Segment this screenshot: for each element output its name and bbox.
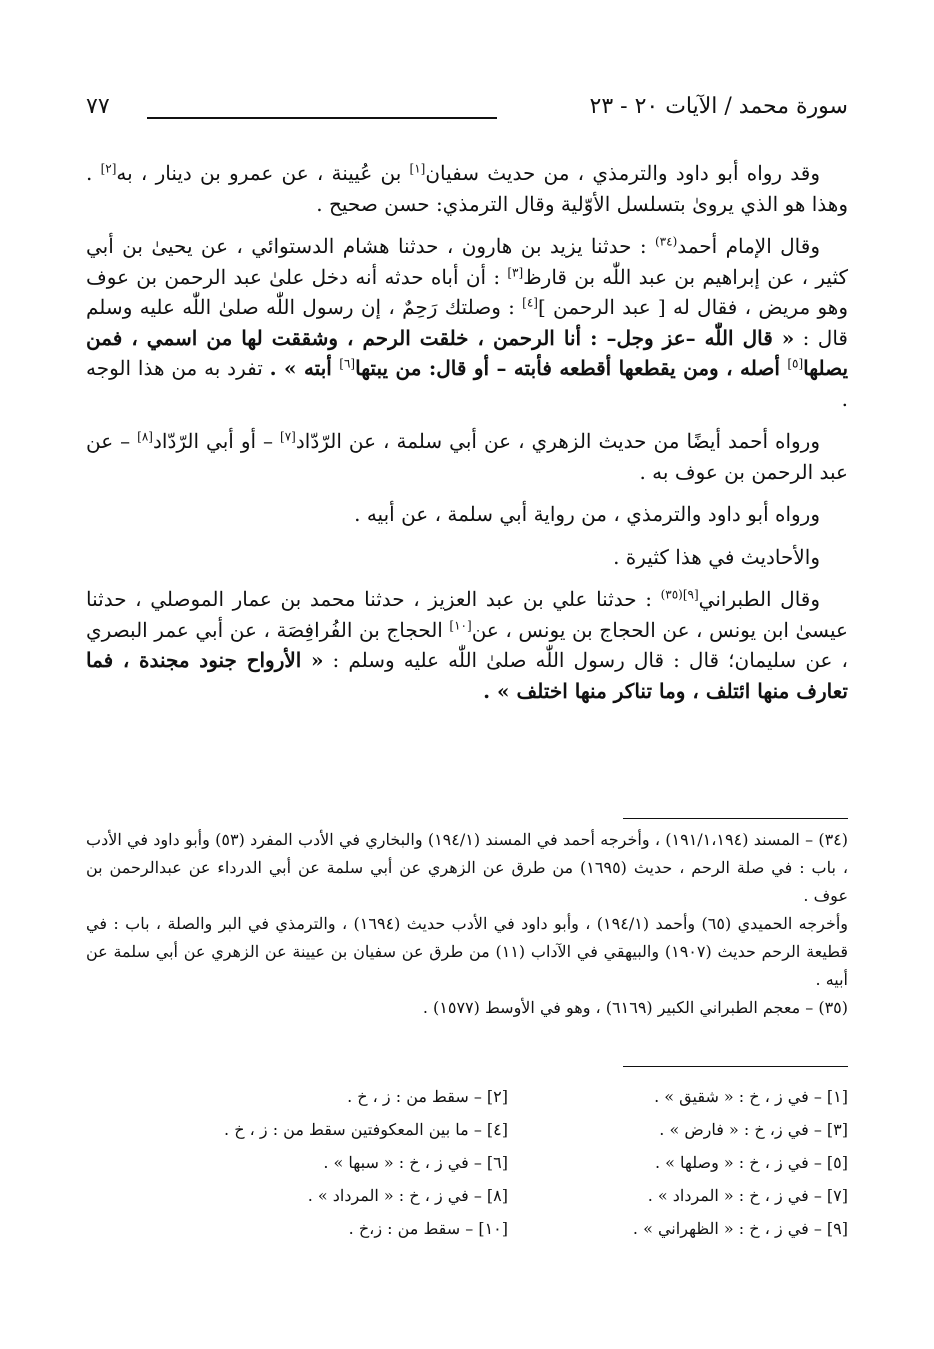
- variant-ref: [٦]: [339, 356, 356, 371]
- manuscript-variants: [86, 1080, 848, 1245]
- text-run: بن عُيينة ، عن عمرو بن دينار ، به: [116, 161, 410, 185]
- text-run: وقال الإمام أحمد: [677, 234, 820, 258]
- variant-note: [٧] – في ز ، خ : « المرداد » .: [647, 1186, 848, 1205]
- variant-ref: [٧]: [280, 429, 296, 444]
- paragraph-6: [86, 584, 848, 706]
- text-run: ورواه أحمد أيضًا من حديث الزهري ، عن أبي سلمة ، عن الرّدّاد: [295, 429, 820, 453]
- footnote-ref: (٣٥): [660, 587, 683, 602]
- variant-note: [٩] – في ز ، خ : « الظهراني » .: [632, 1219, 848, 1238]
- variant-ref: [١٠]: [449, 617, 472, 632]
- footnotes: [86, 826, 848, 1022]
- text-run: وقد رواه أبو داود والترمذي ، من حديث سفيان: [425, 161, 820, 185]
- text-run: – عن عبد الرحمن بن عوف به .: [86, 429, 848, 484]
- variant-note: [١] – في ز ، خ : « شقيق » .: [654, 1087, 848, 1106]
- variant-note: [٣] – في ز، خ : « فارض » .: [659, 1120, 848, 1139]
- footnote-34-continued: وأخرجه الحميدي (٦٥) وأحمد (١٩٤/١) ، وأبو داود في الأدب حديث (١٦٩٤) ، والترمذي في البر والصلة ، باب : في قطيعة الرحم حديث (١٩٠٧) والبيهقي في الآداب (١١) من طرق عن سفيان بن عيينة عن الزهري عن أبي سلمة عن أبيه .: [86, 914, 849, 989]
- hadith-quote: « الأرواح جنود مجندة ، فما تعارف منها ائتلف ، وما تناكر منها اختلف » .: [86, 648, 848, 703]
- main-text: [86, 158, 848, 718]
- footnote-34: (٣٤) – المسند (١٩١/١،١٩٤) ، وأخرجه أحمد في المسند (١٩٤/١) والبخاري في الأدب المفرد (٥٣) وأبو داود في الأدب ، باب : في صلة الرحم ، حديث (١٦٩٥) من طرق عن الزهري عن أبي سلمة عن أبي الدرداء عن عبدالرحمن بن عوف .: [86, 830, 849, 905]
- variant-note: [٥] – في ز ، خ : « وصلها » .: [654, 1153, 848, 1172]
- footnote-35: (٣٥) – معجم الطبراني الكبير (٦١٦٩) ، وهو في الأوسط (١٥٧٧) .: [422, 998, 848, 1017]
- variant-ref: [٥]: [787, 356, 804, 371]
- variant-note: [٢] – سقط من : ز ، خ .: [347, 1087, 508, 1106]
- variants-rule: [623, 1066, 848, 1067]
- hadith-quote: « قال اللّٰه –عز وجل– : أنا الرحمن ، خلقت الرحم ، وشققت لها من اسمي ، فمن يصلها: [86, 325, 849, 380]
- text-run: . وهذا هو الذي يروىٰ بتسلسل الأوّلية وقال الترمذي: حسن صحيح .: [86, 161, 848, 216]
- paragraph-1: [86, 158, 848, 219]
- variant-ref: [٢]: [100, 161, 117, 176]
- variant-note: [٦] – في ز ، خ : « سبها » .: [323, 1153, 508, 1172]
- text-run: الحجاج بن الفُرافِصَة ، عن أبي عمر البصري ، عن سليمان؛ قال : قال رسول اللّٰه صلىٰ اللّٰه عليه وسلم :: [86, 617, 848, 672]
- paragraph-2: [86, 231, 848, 414]
- text-run: : حدثنا يزيد بن هارون ، حدثنا هشام الدستوائي ، عن يحيىٰ بن أبي كثير ، عن إبراهيم بن عبد اللّٰه بن قارظ: [86, 234, 849, 289]
- paragraph-5: والأحاديث في هذا كثيرة .: [613, 544, 820, 569]
- page-number: ٧٧: [86, 94, 110, 119]
- variant-note: [٤] – ما بين المعكوفتين سقط من : ز ، خ .: [224, 1120, 508, 1139]
- text-run: تفرد به من هذا الوجه .: [86, 356, 848, 411]
- variant-note: [١٠] – سقط من : ز،خ .: [348, 1219, 508, 1238]
- text-run: – أو أبي الرّدّاد: [152, 429, 281, 453]
- variant-ref: [١]: [409, 161, 426, 176]
- text-run: : حدثنا علي بن عبد العزيز ، حدثنا محمد بن عمار الموصلي ، حدثنا عيسىٰ ابن يونس ، عن الحجاج بن يونس ، عن: [86, 587, 848, 642]
- variant-ref: [٣]: [507, 264, 524, 279]
- variant-ref: [٨]: [137, 429, 153, 444]
- text-run: : أن أباه حدثه أنه دخل علىٰ عبد الرحمن بن عوف وهو مريض ، فقال له [ عبد الرحمن ]: [86, 264, 848, 319]
- variant-note: [٨] – في ز ، خ : « المرداد » .: [307, 1186, 508, 1205]
- footnote-rule: [623, 818, 848, 819]
- hadith-quote: أصله ، ومن يقطعها أقطعه فأبته – أو قال: من يبتها: [355, 356, 788, 380]
- paragraph-3: [86, 426, 848, 487]
- variant-ref: [٤]: [522, 295, 538, 310]
- header-rule: [147, 117, 497, 119]
- hadith-quote: أبته » .: [269, 356, 340, 380]
- variant-ref: [٩]: [682, 587, 699, 602]
- text-run: : وصلتك رَحِمٌ ، إن رسول اللّٰه صلىٰ اللّٰه عليه وسلم قال :: [86, 295, 848, 350]
- text-run: وقال الطبراني: [698, 587, 821, 611]
- paragraph-4: ورواه أبو داود والترمذي ، من رواية أبي سلمة ، عن أبيه .: [354, 502, 820, 526]
- running-header-title: سورة محمد / الآيات ٢٠ - ٢٣: [589, 94, 848, 119]
- footnote-ref: (٣٤): [654, 234, 678, 249]
